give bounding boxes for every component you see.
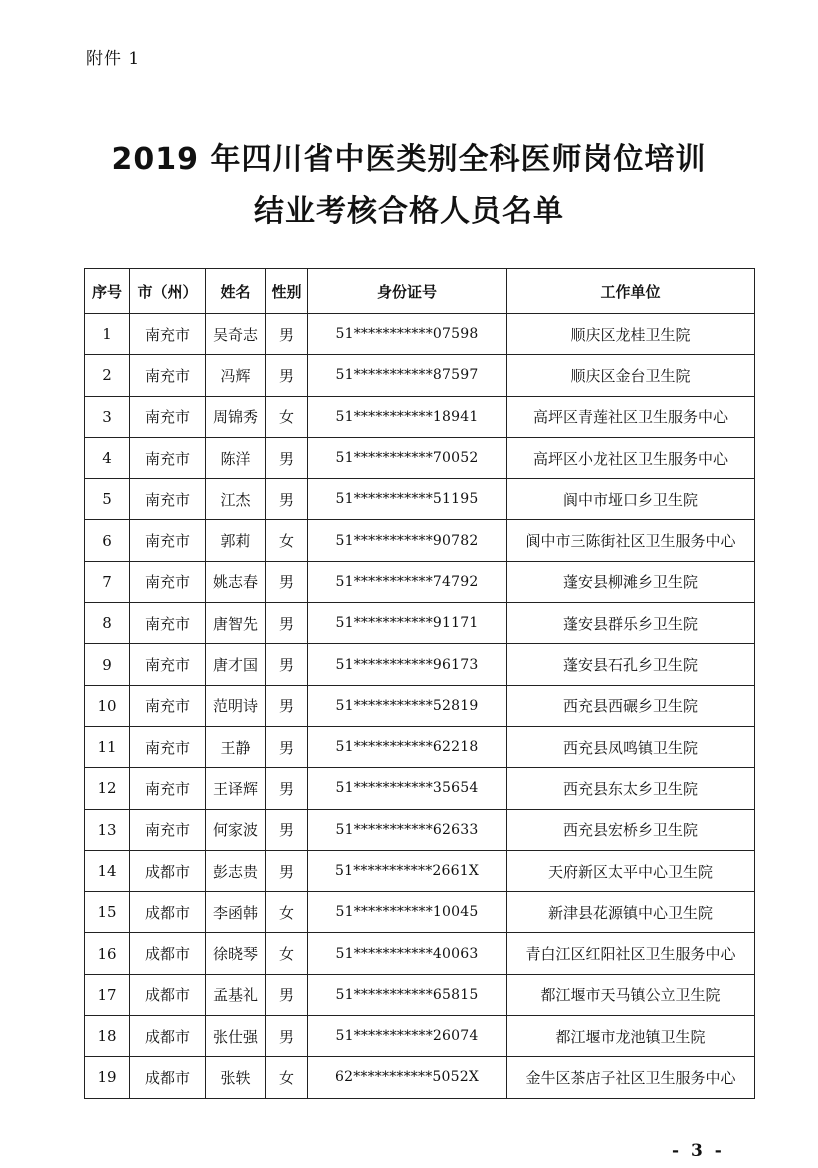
cell-work-unit: 蓬安县柳滩乡卫生院 <box>507 561 755 602</box>
cell-serial-number: 7 <box>85 561 130 602</box>
cell-name: 冯辉 <box>206 355 266 396</box>
cell-id-number: 51***********70052 <box>308 437 507 478</box>
table-row <box>85 561 755 602</box>
cell-city: 南充市 <box>130 726 206 767</box>
table-row <box>85 809 755 850</box>
cell-serial-number: 14 <box>85 850 130 891</box>
header-work-unit: 工作单位 <box>507 269 755 314</box>
cell-gender: 女 <box>266 892 308 933</box>
cell-city: 成都市 <box>130 892 206 933</box>
cell-work-unit: 天府新区太平中心卫生院 <box>507 850 755 891</box>
cell-work-unit: 蓬安县群乐乡卫生院 <box>507 603 755 644</box>
cell-serial-number: 13 <box>85 809 130 850</box>
cell-id-number: 51***********52819 <box>308 685 507 726</box>
table-row <box>85 355 755 396</box>
header-id-number: 身份证号 <box>308 269 507 314</box>
cell-name: 张轶 <box>206 1057 266 1098</box>
cell-name: 王译辉 <box>206 768 266 809</box>
cell-work-unit: 西充县凤鸣镇卫生院 <box>507 726 755 767</box>
cell-name: 吴奇志 <box>206 314 266 355</box>
cell-work-unit: 高坪区小龙社区卫生服务中心 <box>507 437 755 478</box>
cell-gender: 女 <box>266 933 308 974</box>
cell-gender: 男 <box>266 685 308 726</box>
table-row <box>85 933 755 974</box>
document-title-line-2: 结业考核合格人员名单 <box>254 194 564 229</box>
cell-serial-number: 9 <box>85 644 130 685</box>
cell-id-number: 62***********5052X <box>308 1057 507 1098</box>
cell-id-number: 51***********96173 <box>308 644 507 685</box>
cell-id-number: 51***********65815 <box>308 974 507 1015</box>
header-serial-number: 序号 <box>85 269 130 314</box>
cell-gender: 男 <box>266 603 308 644</box>
cell-gender: 男 <box>266 314 308 355</box>
cell-city: 南充市 <box>130 355 206 396</box>
cell-gender: 男 <box>266 768 308 809</box>
cell-city: 成都市 <box>130 1057 206 1098</box>
cell-gender: 男 <box>266 974 308 1015</box>
cell-gender: 男 <box>266 355 308 396</box>
cell-id-number: 51***********90782 <box>308 520 507 561</box>
cell-serial-number: 3 <box>85 396 130 437</box>
cell-gender: 男 <box>266 726 308 767</box>
cell-id-number: 51***********62633 <box>308 809 507 850</box>
table-header-row <box>85 269 755 314</box>
qualified-personnel-table <box>84 268 755 1099</box>
cell-id-number: 51***********18941 <box>308 396 507 437</box>
cell-gender: 女 <box>266 520 308 561</box>
cell-work-unit: 阆中市三陈街社区卫生服务中心 <box>507 520 755 561</box>
table-row <box>85 437 755 478</box>
cell-serial-number: 16 <box>85 933 130 974</box>
cell-id-number: 51***********10045 <box>308 892 507 933</box>
cell-city: 南充市 <box>130 396 206 437</box>
cell-name: 唐智先 <box>206 603 266 644</box>
cell-work-unit: 阆中市垭口乡卫生院 <box>507 479 755 520</box>
cell-gender: 男 <box>266 437 308 478</box>
cell-gender: 男 <box>266 644 308 685</box>
table-row <box>85 768 755 809</box>
cell-city: 南充市 <box>130 561 206 602</box>
table-body <box>85 314 755 1099</box>
cell-gender: 女 <box>266 1057 308 1098</box>
cell-gender: 女 <box>266 396 308 437</box>
cell-work-unit: 金牛区茶店子社区卫生服务中心 <box>507 1057 755 1098</box>
cell-city: 南充市 <box>130 437 206 478</box>
cell-id-number: 51***********51195 <box>308 479 507 520</box>
table-row <box>85 850 755 891</box>
cell-work-unit: 都江堰市龙池镇卫生院 <box>507 1016 755 1057</box>
cell-city: 南充市 <box>130 314 206 355</box>
table-row <box>85 520 755 561</box>
cell-name: 徐晓琴 <box>206 933 266 974</box>
table-row <box>85 1057 755 1098</box>
cell-name: 范明诗 <box>206 685 266 726</box>
cell-serial-number: 11 <box>85 726 130 767</box>
header-gender: 性别 <box>266 269 308 314</box>
cell-city: 南充市 <box>130 809 206 850</box>
page-number: - 3 - <box>672 1141 725 1161</box>
cell-serial-number: 15 <box>85 892 130 933</box>
cell-city: 南充市 <box>130 520 206 561</box>
cell-serial-number: 5 <box>85 479 130 520</box>
cell-id-number: 51***********2661X <box>308 850 507 891</box>
cell-serial-number: 12 <box>85 768 130 809</box>
cell-serial-number: 17 <box>85 974 130 1015</box>
document-title-line-1: 2019 年四川省中医类别全科医师岗位培训 <box>111 142 707 177</box>
cell-work-unit: 青白江区红阳社区卫生服务中心 <box>507 933 755 974</box>
cell-gender: 男 <box>266 809 308 850</box>
header-name: 姓名 <box>206 269 266 314</box>
cell-work-unit: 高坪区青莲社区卫生服务中心 <box>507 396 755 437</box>
cell-work-unit: 都江堰市天马镇公立卫生院 <box>507 974 755 1015</box>
cell-gender: 男 <box>266 1016 308 1057</box>
cell-name: 周锦秀 <box>206 396 266 437</box>
cell-city: 南充市 <box>130 644 206 685</box>
cell-serial-number: 1 <box>85 314 130 355</box>
cell-serial-number: 4 <box>85 437 130 478</box>
cell-city: 南充市 <box>130 479 206 520</box>
cell-serial-number: 2 <box>85 355 130 396</box>
cell-serial-number: 6 <box>85 520 130 561</box>
cell-name: 孟基礼 <box>206 974 266 1015</box>
cell-id-number: 51***********07598 <box>308 314 507 355</box>
cell-id-number: 51***********87597 <box>308 355 507 396</box>
cell-name: 何家波 <box>206 809 266 850</box>
table-row <box>85 685 755 726</box>
header-city: 市（州） <box>130 269 206 314</box>
cell-name: 彭志贵 <box>206 850 266 891</box>
cell-work-unit: 西充县东太乡卫生院 <box>507 768 755 809</box>
cell-work-unit: 西充县西碾乡卫生院 <box>507 685 755 726</box>
cell-serial-number: 18 <box>85 1016 130 1057</box>
table-row <box>85 726 755 767</box>
cell-gender: 男 <box>266 561 308 602</box>
cell-work-unit: 西充县宏桥乡卫生院 <box>507 809 755 850</box>
cell-city: 成都市 <box>130 974 206 1015</box>
cell-serial-number: 10 <box>85 685 130 726</box>
cell-work-unit: 顺庆区金台卫生院 <box>507 355 755 396</box>
cell-id-number: 51***********91171 <box>308 603 507 644</box>
cell-name: 郭莉 <box>206 520 266 561</box>
table-row <box>85 974 755 1015</box>
cell-city: 成都市 <box>130 850 206 891</box>
cell-serial-number: 19 <box>85 1057 130 1098</box>
cell-work-unit: 蓬安县石孔乡卫生院 <box>507 644 755 685</box>
cell-name: 唐才国 <box>206 644 266 685</box>
attachment-label: 附件 1 <box>86 49 141 69</box>
cell-city: 南充市 <box>130 768 206 809</box>
cell-name: 张仕强 <box>206 1016 266 1057</box>
cell-gender: 男 <box>266 850 308 891</box>
table-row <box>85 603 755 644</box>
cell-id-number: 51***********26074 <box>308 1016 507 1057</box>
cell-gender: 男 <box>266 479 308 520</box>
cell-work-unit: 新津县花源镇中心卫生院 <box>507 892 755 933</box>
table-row <box>85 314 755 355</box>
table-row <box>85 479 755 520</box>
cell-city: 成都市 <box>130 933 206 974</box>
cell-id-number: 51***********62218 <box>308 726 507 767</box>
cell-id-number: 51***********74792 <box>308 561 507 602</box>
cell-name: 姚志春 <box>206 561 266 602</box>
cell-id-number: 51***********40063 <box>308 933 507 974</box>
cell-serial-number: 8 <box>85 603 130 644</box>
cell-id-number: 51***********35654 <box>308 768 507 809</box>
cell-name: 江杰 <box>206 479 266 520</box>
table-row <box>85 396 755 437</box>
cell-name: 陈洋 <box>206 437 266 478</box>
table-row <box>85 1016 755 1057</box>
table-row <box>85 644 755 685</box>
cell-work-unit: 顺庆区龙桂卫生院 <box>507 314 755 355</box>
cell-city: 南充市 <box>130 603 206 644</box>
cell-city: 成都市 <box>130 1016 206 1057</box>
cell-name: 李函韩 <box>206 892 266 933</box>
cell-name: 王静 <box>206 726 266 767</box>
cell-city: 南充市 <box>130 685 206 726</box>
table-row <box>85 892 755 933</box>
